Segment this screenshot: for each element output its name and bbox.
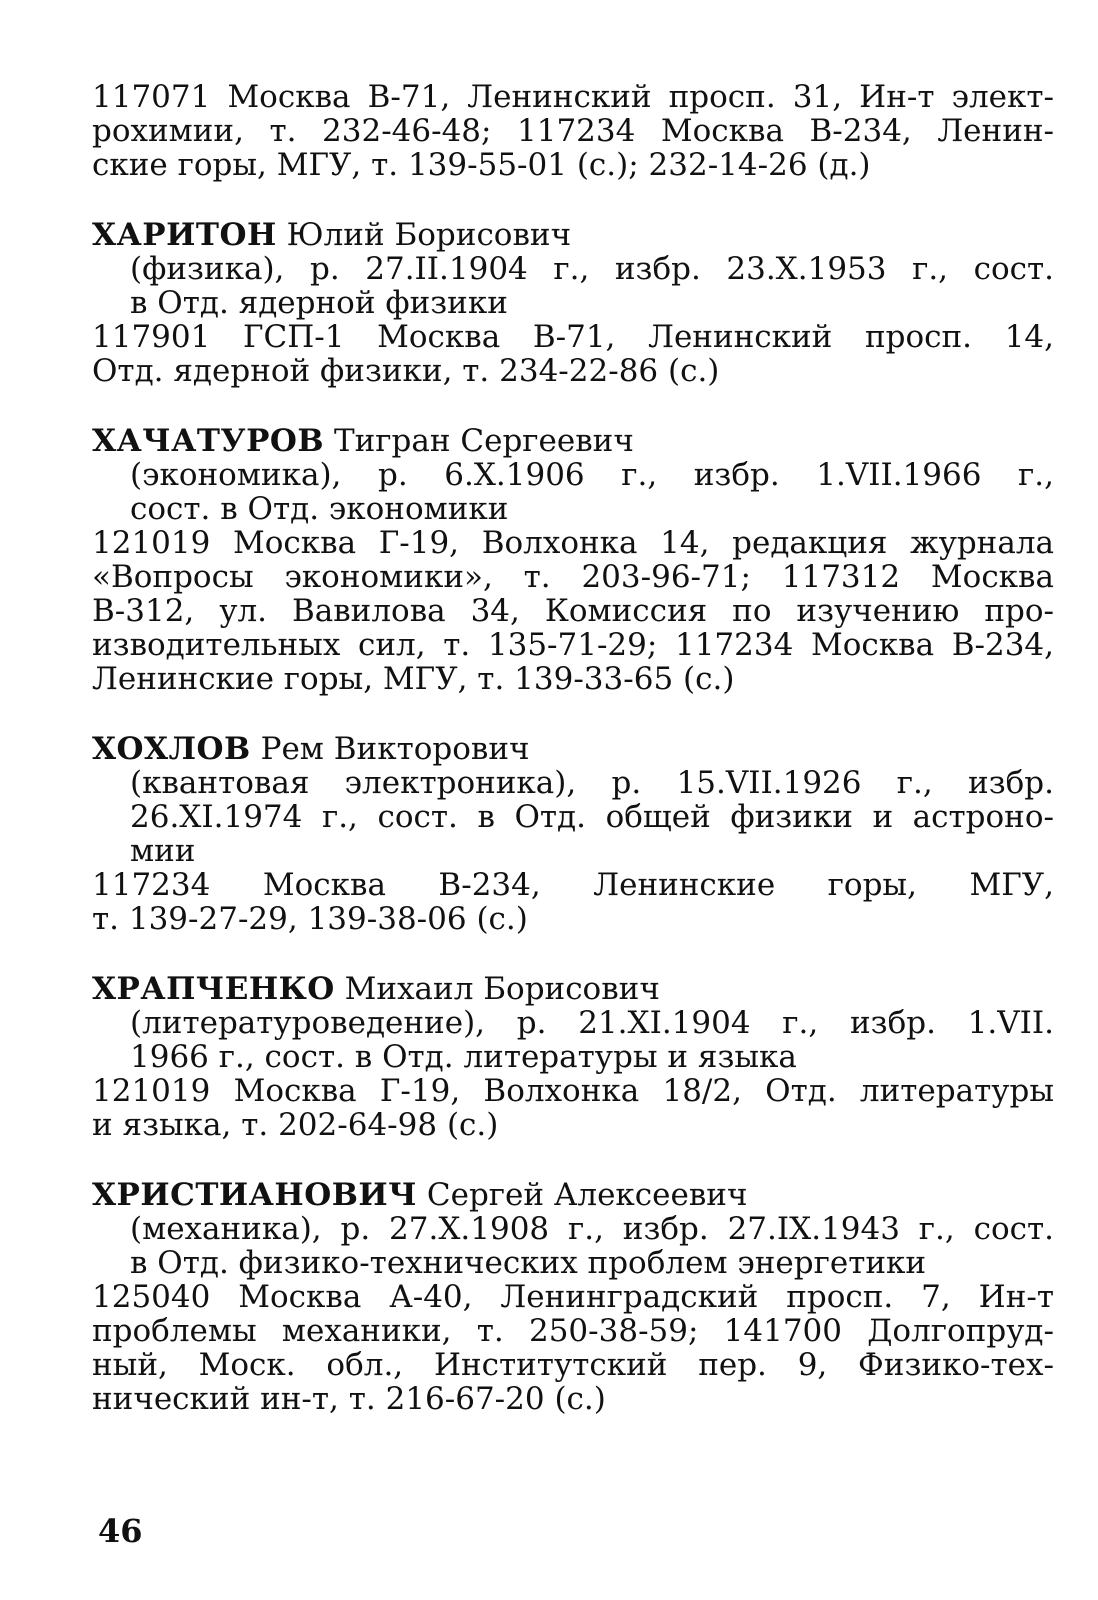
entry-address-line: 121019 Москва Г-19, Волхонка 18/2, Отд. литературы	[92, 1073, 1054, 1109]
entry-surname: ХРАПЧЕНКО	[92, 971, 335, 1007]
entry-khristianovich	[92, 1178, 1054, 1416]
entry-surname: ХАЧАТУРОВ	[92, 423, 325, 459]
entry-given-name: Рем Викторович	[260, 731, 530, 767]
document-page	[92, 80, 1054, 1416]
entry-address-line: 125040 Москва А-40, Ленинградский просп. 7, Ин-т	[92, 1279, 1054, 1315]
entry-given-name: Михаил Борисович	[344, 971, 660, 1007]
entry-address-line: изводительных сил, т. 135-71-29; 117234 Москва В-234,	[92, 627, 1054, 663]
entry-address-line: Ленинские горы, МГУ, т. 139-33-65 (с.)	[92, 661, 735, 697]
entry-address-line: В-312, ул. Вавилова 34, Комиссия по изучению про-	[92, 593, 1054, 629]
entry-address-line: нический ин-т, т. 216-67-20 (с.)	[92, 1381, 606, 1417]
entry-khachaturov	[92, 424, 1054, 696]
entry-given-name: Тигран Сергеевич	[333, 423, 634, 459]
entry-info-line: (квантовая электроника), р. 15.VII.1926 г., избр.	[130, 765, 1054, 801]
entry-address-line: Отд. ядерной физики, т. 234-22-86 (с.)	[92, 353, 720, 389]
page-number: 46	[98, 1512, 143, 1550]
entry-surname: ХАРИТОН	[92, 217, 277, 253]
entry-heading	[92, 218, 1054, 252]
entry-info-line: мии	[130, 833, 196, 869]
entry-address-line: «Вопросы экономики», т. 203-96-71; 117312 Москва	[92, 559, 1054, 595]
entry-address-line: 121019 Москва Г-19, Волхонка 14, редакция журнала	[92, 525, 1054, 561]
entry-given-name: Юлий Борисович	[286, 217, 572, 253]
entry-info-line: в Отд. ядерной физики	[130, 285, 508, 321]
intro-address-block	[92, 80, 1054, 182]
entry-address-line: т. 139-27-29, 139-38-06 (с.)	[92, 901, 528, 937]
entry-address-line: 117234 Москва В-234, Ленинские горы, МГУ,	[92, 867, 1054, 903]
entry-info-line: в Отд. физико-технических проблем энергетики	[130, 1245, 927, 1281]
entry-info-line: (литературоведение), р. 21.XI.1904 г., избр. 1.VII.	[130, 1005, 1054, 1041]
entry-info-line: 26.XI.1974 г., сост. в Отд. общей физики и астроно-	[130, 799, 1054, 835]
entry-address-line: и языка, т. 202-64-98 (с.)	[92, 1107, 499, 1143]
entry-khokhlov	[92, 732, 1054, 936]
entry-info-line: (экономика), р. 6.X.1906 г., избр. 1.VII.1966 г.,	[130, 457, 1054, 493]
entry-info-line: сост. в Отд. экономики	[130, 491, 509, 527]
entry-heading	[92, 1178, 1054, 1212]
entry-heading	[92, 732, 1054, 766]
entry-address-line: ный, Моск. обл., Институтский пер. 9, Физико-тех-	[92, 1347, 1054, 1383]
entry-info-line: (физика), р. 27.II.1904 г., избр. 23.X.1953 г., сост.	[130, 251, 1054, 287]
entry-khrapchenko	[92, 972, 1054, 1142]
entry-surname: ХОХЛОВ	[92, 731, 251, 767]
entry-info-line: (механика), р. 27.X.1908 г., избр. 27.IX.1943 г., сост.	[130, 1211, 1054, 1247]
entry-address-line: проблемы механики, т. 250-38-59; 141700 Долгопруд-	[92, 1313, 1054, 1349]
entry-info-line: 1966 г., сост. в Отд. литературы и языка	[130, 1039, 797, 1075]
entry-khariton	[92, 218, 1054, 388]
intro-line: 117071 Москва В-71, Ленинский просп. 31, Ин-т элект-	[92, 79, 1054, 115]
entry-given-name: Сергей Алексеевич	[426, 1177, 748, 1213]
intro-line: ские горы, МГУ, т. 139-55-01 (с.); 232-14-26 (д.)	[92, 147, 871, 183]
entry-heading	[92, 972, 1054, 1006]
entry-address-line: 117901 ГСП-1 Москва В-71, Ленинский просп. 14,	[92, 319, 1054, 355]
entry-heading	[92, 424, 1054, 458]
entry-surname: ХРИСТИАНОВИЧ	[92, 1177, 418, 1213]
intro-line: рохимии, т. 232-46-48; 117234 Москва В-234, Ленин-	[92, 113, 1054, 149]
